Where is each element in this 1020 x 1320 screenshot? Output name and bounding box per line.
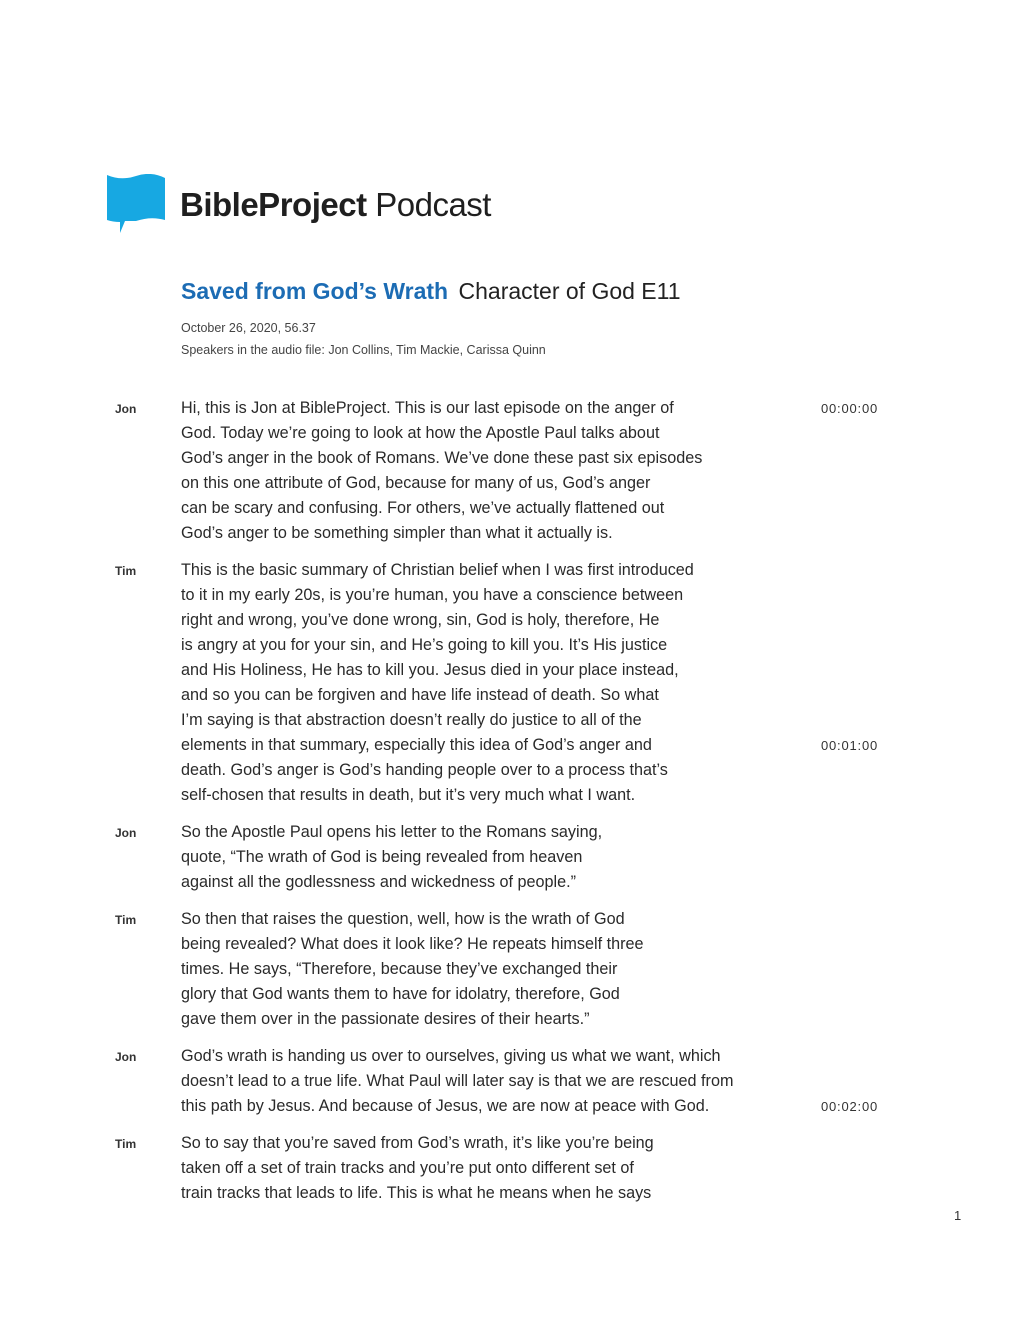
transcript-line — [0, 471, 1020, 496]
transcript-text: on this one attribute of God, because for many of us, God’s anger — [181, 474, 651, 492]
transcript-block — [0, 1044, 1020, 1119]
logo-wordmark — [180, 185, 491, 223]
transcript-line — [0, 820, 1020, 845]
transcript-text: being revealed? What does it look like? He repeats himself three — [181, 935, 644, 953]
transcript-line — [0, 658, 1020, 683]
speaker-name: Jon — [115, 826, 137, 840]
transcript-text: So then that raises the question, well, how is the wrath of God — [181, 910, 625, 928]
transcript-line — [0, 558, 1020, 583]
episode-title-sub: Character of God E11 — [458, 278, 681, 304]
transcript-line — [0, 708, 1020, 733]
transcript-block — [0, 558, 1020, 808]
transcript-line — [0, 521, 1020, 546]
transcript-text: can be scary and confusing. For others, we’ve actually flattened out — [181, 499, 665, 517]
transcript-block — [0, 820, 1020, 895]
transcript-line — [0, 608, 1020, 633]
transcript-line — [0, 1007, 1020, 1032]
transcript-line — [0, 446, 1020, 471]
transcript-line — [0, 1069, 1020, 1094]
transcript-text: Hi, this is Jon at BibleProject. This is our last episode on the anger of — [181, 399, 674, 417]
transcript-block — [0, 907, 1020, 1032]
transcript-text: this path by Jesus. And because of Jesus, we are now at peace with God. — [181, 1097, 710, 1115]
transcript-line — [0, 733, 1020, 758]
episode-title-main: Saved from God’s Wrath — [181, 278, 449, 304]
transcript-text: God. Today we’re going to look at how the Apostle Paul talks about — [181, 424, 660, 442]
transcript-text: This is the basic summary of Christian belief when I was first introduced — [181, 561, 694, 579]
speaker-name: Jon — [115, 1050, 137, 1064]
page-number: 1 — [954, 1208, 962, 1223]
transcript-line — [0, 633, 1020, 658]
transcript-line — [0, 1094, 1020, 1119]
transcript-text: and so you can be forgiven and have life instead of death. So what — [181, 686, 659, 704]
speaker-name: Tim — [115, 913, 137, 927]
transcript-line — [0, 758, 1020, 783]
transcript-text: gave them over in the passionate desires of their hearts.” — [181, 1010, 590, 1028]
transcript-text: glory that God wants them to have for idolatry, therefore, God — [181, 985, 620, 1003]
speech-flag-icon — [106, 174, 166, 234]
transcript-line — [0, 783, 1020, 808]
transcript-line — [0, 957, 1020, 982]
transcript-line — [0, 1156, 1020, 1181]
timestamp: 00:02:00 — [821, 1099, 879, 1114]
timestamp: 00:01:00 — [821, 738, 879, 753]
transcript-line — [0, 1044, 1020, 1069]
transcript-text: right and wrong, you’ve done wrong, sin, God is holy, therefore, He — [181, 611, 660, 629]
transcript-text: God’s anger in the book of Romans. We’ve done these past six episodes — [181, 449, 703, 467]
transcript-text: God’s wrath is handing us over to ourselves, giving us what we want, which — [181, 1047, 721, 1065]
transcript-text: is angry at you for your sin, and He’s going to kill you. It’s His justice — [181, 636, 668, 654]
transcript — [0, 396, 1020, 1206]
transcript-text: and His Holiness, He has to kill you. Jesus died in your place instead, — [181, 661, 679, 679]
transcript-text: So the Apostle Paul opens his letter to the Romans saying, — [181, 823, 603, 841]
transcript-text: I’m saying is that abstraction doesn’t really do justice to all of the — [181, 711, 642, 729]
transcript-line — [0, 683, 1020, 708]
logo-brand: BibleProject — [180, 185, 367, 223]
transcript-text: quote, “The wrath of God is being revealed from heaven — [181, 848, 583, 866]
speaker-name: Jon — [115, 402, 137, 416]
transcript-line — [0, 907, 1020, 932]
transcript-line — [0, 932, 1020, 957]
episode-date: October 26, 2020, 56.37 — [181, 321, 316, 335]
transcript-line — [0, 982, 1020, 1007]
transcript-line — [0, 396, 1020, 421]
transcript-text: doesn’t lead to a true life. What Paul will later say is that we are rescued from — [181, 1072, 734, 1090]
transcript-text: self-chosen that results in death, but it’s very much what I want. — [181, 786, 636, 804]
transcript-text: taken off a set of train tracks and you’re put onto different set of — [181, 1159, 634, 1177]
podcast-logo — [106, 174, 491, 234]
transcript-text: death. God’s anger is God’s handing people over to a process that’s — [181, 761, 668, 779]
logo-product: Podcast — [375, 185, 491, 223]
transcript-text: God’s anger to be something simpler than what it actually is. — [181, 524, 613, 542]
transcript-text: train tracks that leads to life. This is what he means when he says — [181, 1184, 652, 1202]
transcript-text: to it in my early 20s, is you’re human, you have a conscience between — [181, 586, 684, 604]
transcript-line — [0, 870, 1020, 895]
transcript-line — [0, 583, 1020, 608]
transcript-line — [0, 1181, 1020, 1206]
transcript-line — [0, 1131, 1020, 1156]
transcript-block — [0, 396, 1020, 546]
speaker-name: Tim — [115, 1137, 137, 1151]
transcript-block — [0, 1131, 1020, 1206]
transcript-text: So to say that you’re saved from God’s wrath, it’s like you’re being — [181, 1134, 654, 1152]
transcript-text: elements in that summary, especially this idea of God’s anger and — [181, 736, 652, 754]
speaker-name: Tim — [115, 564, 137, 578]
transcript-line — [0, 421, 1020, 446]
transcript-text: against all the godlessness and wickedness of people.” — [181, 873, 577, 891]
transcript-text: times. He says, “Therefore, because they’ve exchanged their — [181, 960, 618, 978]
timestamp: 00:00:00 — [821, 401, 879, 416]
transcript-line — [0, 496, 1020, 521]
transcript-line — [0, 845, 1020, 870]
episode-title — [181, 278, 681, 305]
episode-speakers: Speakers in the audio file: Jon Collins, Tim Mackie, Carissa Quinn — [181, 343, 546, 357]
